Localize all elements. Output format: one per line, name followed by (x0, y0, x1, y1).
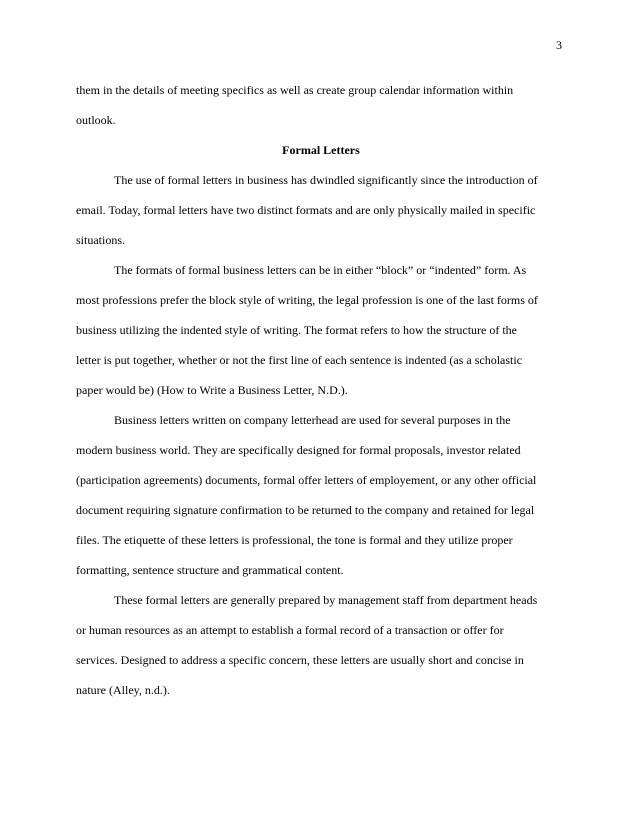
text-line: Business letters written on company letterhead are used for several purposes in the (114, 413, 511, 427)
text-line: document requiring signature confirmation to be returned to the company and retained for legal (76, 503, 535, 517)
text-line: nature (Alley, n.d.). (76, 683, 170, 697)
document-body (76, 75, 566, 705)
text-line: modern business world. They are specifically designed for formal proposals, investor related (76, 443, 521, 457)
text-line: them in the details of meeting specifics as well as create group calendar information within (76, 83, 514, 97)
paragraph (76, 255, 566, 405)
text-line: paper would be) (How to Write a Business Letter, N.D.). (76, 383, 348, 397)
text-line: (participation agreements) documents, formal offer letters of employement, or any other official (76, 473, 537, 487)
text-line: The use of formal letters in business has dwindled significantly since the introduction of (114, 173, 538, 187)
text-line: situations. (76, 233, 126, 247)
text-line: files. The etiquette of these letters is professional, the tone is formal and they utilize proper (76, 533, 513, 547)
text-line: email. Today, formal letters have two distinct formats and are only physically mailed in specific (76, 203, 536, 217)
text-line: services. Designed to address a specific concern, these letters are usually short and concise in (76, 653, 524, 667)
text-line: or human resources as an attempt to establish a formal record of a transaction or offer for (76, 623, 504, 637)
text-line: business utilizing the indented style of writing. The format refers to how the structure of the (76, 323, 518, 337)
text-line: formatting, sentence structure and grammatical content. (76, 563, 344, 577)
text-line: outlook. (76, 113, 116, 127)
text-line: letter is put together, whether or not the first line of each sentence is indented (as a scholastic (76, 353, 523, 367)
section-heading: Formal Letters (282, 143, 360, 157)
paragraph (76, 165, 566, 255)
paragraph (76, 75, 566, 135)
page-number: 3 (556, 38, 562, 52)
text-line: The formats of formal business letters can be in either “block” or “indented” form. As (114, 263, 527, 277)
text-line: most professions prefer the block style of writing, the legal profession is one of the last forms of (76, 293, 538, 307)
paragraph (76, 585, 566, 705)
text-line: These formal letters are generally prepared by management staff from department heads (114, 593, 538, 607)
paragraph (76, 405, 566, 585)
